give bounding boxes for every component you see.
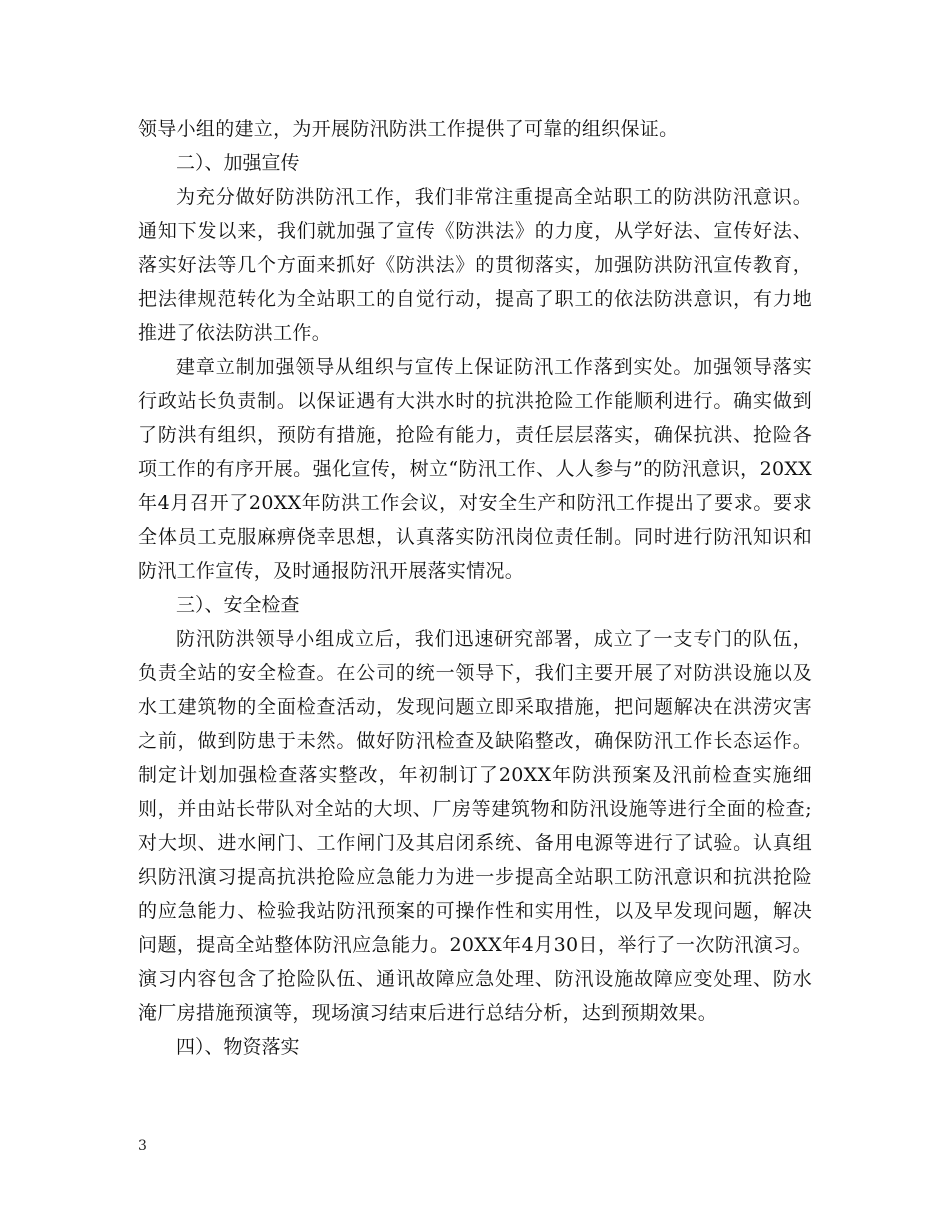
document-body	[138, 112, 812, 1064]
paragraph-safety-inspection: 防汛防洪领导小组成立后，我们迅速研究部署，成立了一支专门的队伍，负责全站的安全检查。在公司的统一领导下，我们主要开展了对防洪设施以及水工建筑物的全面检查活动，发现问题立即采取措施，把问题解决在洪涝灾害之前，做到防患于未然。做好防汛检查及缺陷整改，确保防汛工作长态运作。制定计划加强检查落实整改，年初制订了20XX年防洪预案及汛前检查实施细则，并由站长带队对全站的大坝、厂房等建筑物和防汛设施等进行全面的检查;对大坝、进水闸门、工作闸门及其启闭系统、备用电源等进行了试验。认真组织防汛演习提高抗洪抢险应急能力为进一步提高全站职工防汛意识和抗洪抢险的应急能力、检验我站防汛预案的可操作性和实用性，以及早发现问题，解决问题，提高全站整体防汛应急能力。20XX年4月30日，举行了一次防汛演习。演习内容包含了抢险队伍、通讯故障应急处理、防汛设施故障应变处理、防水淹厂房措施预演等，现场演习结束后进行总结分析，达到预期效果。	[138, 628, 812, 1024]
section-heading-3: 三）、安全检查	[176, 594, 300, 616]
paragraph-publicity: 为充分做好防洪防汛工作，我们非常注重提高全站职工的防洪防汛意识。通知下发以来，我们就加强了宣传《防洪法》的力度，从学好法、宣传好法、落实好法等几个方面来抓好《防洪法》的贯彻落实，加强防洪防汛宣传教育，把法律规范转化为全站职工的自觉行动，提高了职工的依法防洪意识，有力地推进了依法防洪工作。	[138, 186, 812, 344]
section-heading-4: 四）、物资落实	[176, 1036, 300, 1058]
paragraph-continuation: 领导小组的建立，为开展防汛防洪工作提供了可靠的组织保证。	[138, 118, 679, 140]
page-number: 3	[138, 1138, 147, 1154]
paragraph-leadership: 建章立制加强领导从组织与宣传上保证防汛工作落到实处。加强领导落实行政站长负责制。以保证遇有大洪水时的抗洪抢险工作能顺利进行。确实做到了防洪有组织，预防有措施，抢险有能力，责任层层落实，确保抗洪、抢险各项工作的有序开展。强化宣传，树立“防汛工作、人人参与”的防汛意识，20XX年4月召开了20XX年防洪工作会议，对安全生产和防汛工作提出了要求。要求全体员工克服麻痹侥幸思想，认真落实防汛岗位责任制。同时进行防汛知识和防汛工作宣传，及时通报防汛开展落实情况。	[138, 356, 812, 582]
section-heading-2: 二）、加强宣传	[176, 152, 300, 174]
